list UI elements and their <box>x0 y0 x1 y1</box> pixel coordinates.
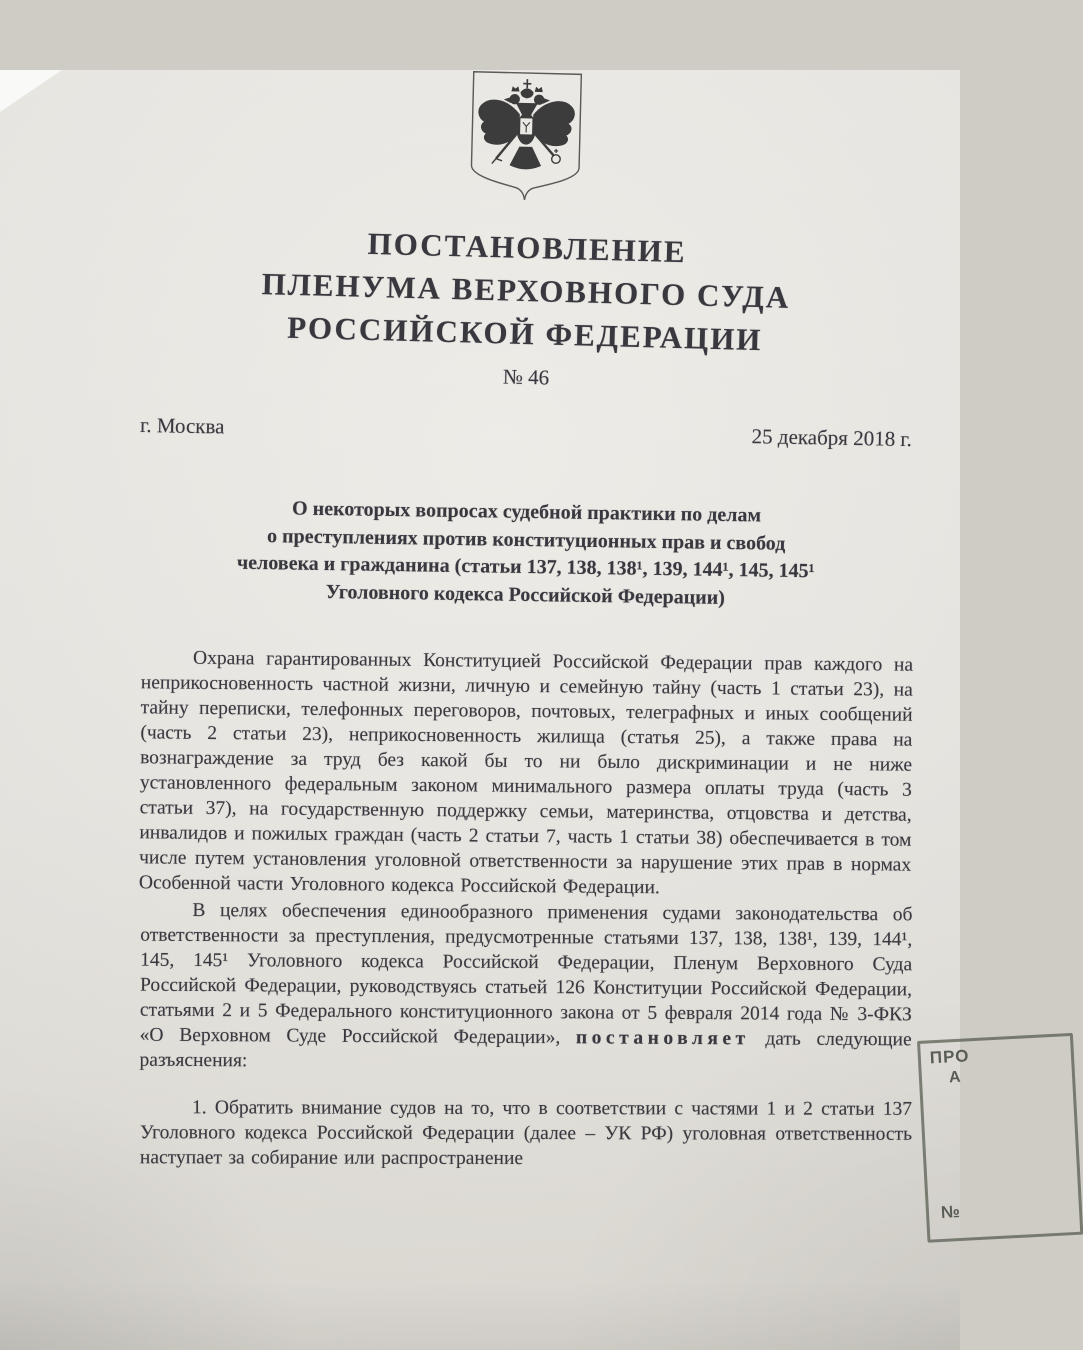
underlying-sheet-corner <box>0 70 90 130</box>
document-body <box>140 649 912 1171</box>
stamp-text-top: ПРО <box>929 1046 970 1068</box>
document-photo <box>0 70 970 1350</box>
stamp-text-second: А <box>948 1068 961 1087</box>
paragraph-2-emphasized-word: постановляет <box>575 1027 750 1050</box>
paragraph-2-tail: дать следующие разъяснения: <box>139 1028 912 1072</box>
paragraph-1: Охрана гарантированных Конституцией Российской Федерации прав каждого на неприкосновенность частной жизни, личную и семейную тайну (часть 1 статьи 23), на тайну переписки, телефонных переговоров, почтовых, телеграфных и иных сообщений (часть 2 статьи 23), неприкосновенность жилища (статья 25), а также права на вознаграждение за труд без какой бы то ни было дискриминации и не ниже установленного федеральным законом минимального размера оплаты труда (часть 3 статьи 37), на государственную поддержку семьи, материнства, отцовства и детства, инвалидов и пожилых граждан (часть 2 статьи 7, часть 1 статьи 38) обеспечивается в том числе путем установления уголовной ответственности за нарушение этих прав в нормах Особенной части Уголовного кодекса Российской Федерации. <box>138 647 914 899</box>
document-date: 25 декабря 2018 г. <box>751 424 913 452</box>
photo-shadow <box>0 1280 960 1350</box>
document-subject <box>139 493 913 614</box>
subject-line-1: О некоторых вопросах судебной практики по делам <box>291 497 762 527</box>
paragraph-3: 1. Обратить внимание судов на то, что в соответствии с частями 1 и 2 статьи 137 Уголовного кодекса Российской Федерации (далее – УК РФ) уголовная ответственность наступает за собирание или распространение <box>139 1097 913 1169</box>
title-line-1: ПОСТАНОВЛЕНИЕ <box>367 225 687 270</box>
paragraph-2 <box>139 898 912 1078</box>
approval-stamp <box>917 1033 1083 1243</box>
title-line-3: РОССИЙСКОЙ ФЕДЕРАЦИИ <box>286 309 763 358</box>
document-title <box>138 216 913 365</box>
subject-line-2: о преступлениях против конституционных прав и свобод <box>266 524 786 555</box>
title-line-2: ПЛЕНУМА ВЕРХОВНОГО СУДА <box>261 266 791 315</box>
stamp-number-label: № <box>940 1201 961 1222</box>
place-date-row <box>140 413 912 452</box>
coat-of-arms-icon <box>467 69 584 206</box>
subject-line-4: Уголовного кодекса Российской Федерации) <box>325 580 726 609</box>
subject-line-3: человека и гражданина (статьи 137, 138, 138¹, 139, 144¹, 145, 145¹ <box>236 551 815 583</box>
paragraph-2-text: В целях обеспечения единообразного применения судами законодательства об ответственности за преступления, предусмотренные статьями 137, 138, 138¹, 139, 144¹, 145, 145¹ Уголовного кодекса Российской Федерации, Пленум Верховного Суда Российской Федерации, руководствуясь статьей 126 Конституции Российской Федерации, статьями 2 и 5 Федерального конституционного закона от 5 февраля 2014 года № 3-ФКЗ «О Верховном Суде Российской Федерации», <box>139 899 913 1049</box>
place-name: г. Москва <box>139 412 225 439</box>
document-number: № 46 <box>502 364 550 390</box>
